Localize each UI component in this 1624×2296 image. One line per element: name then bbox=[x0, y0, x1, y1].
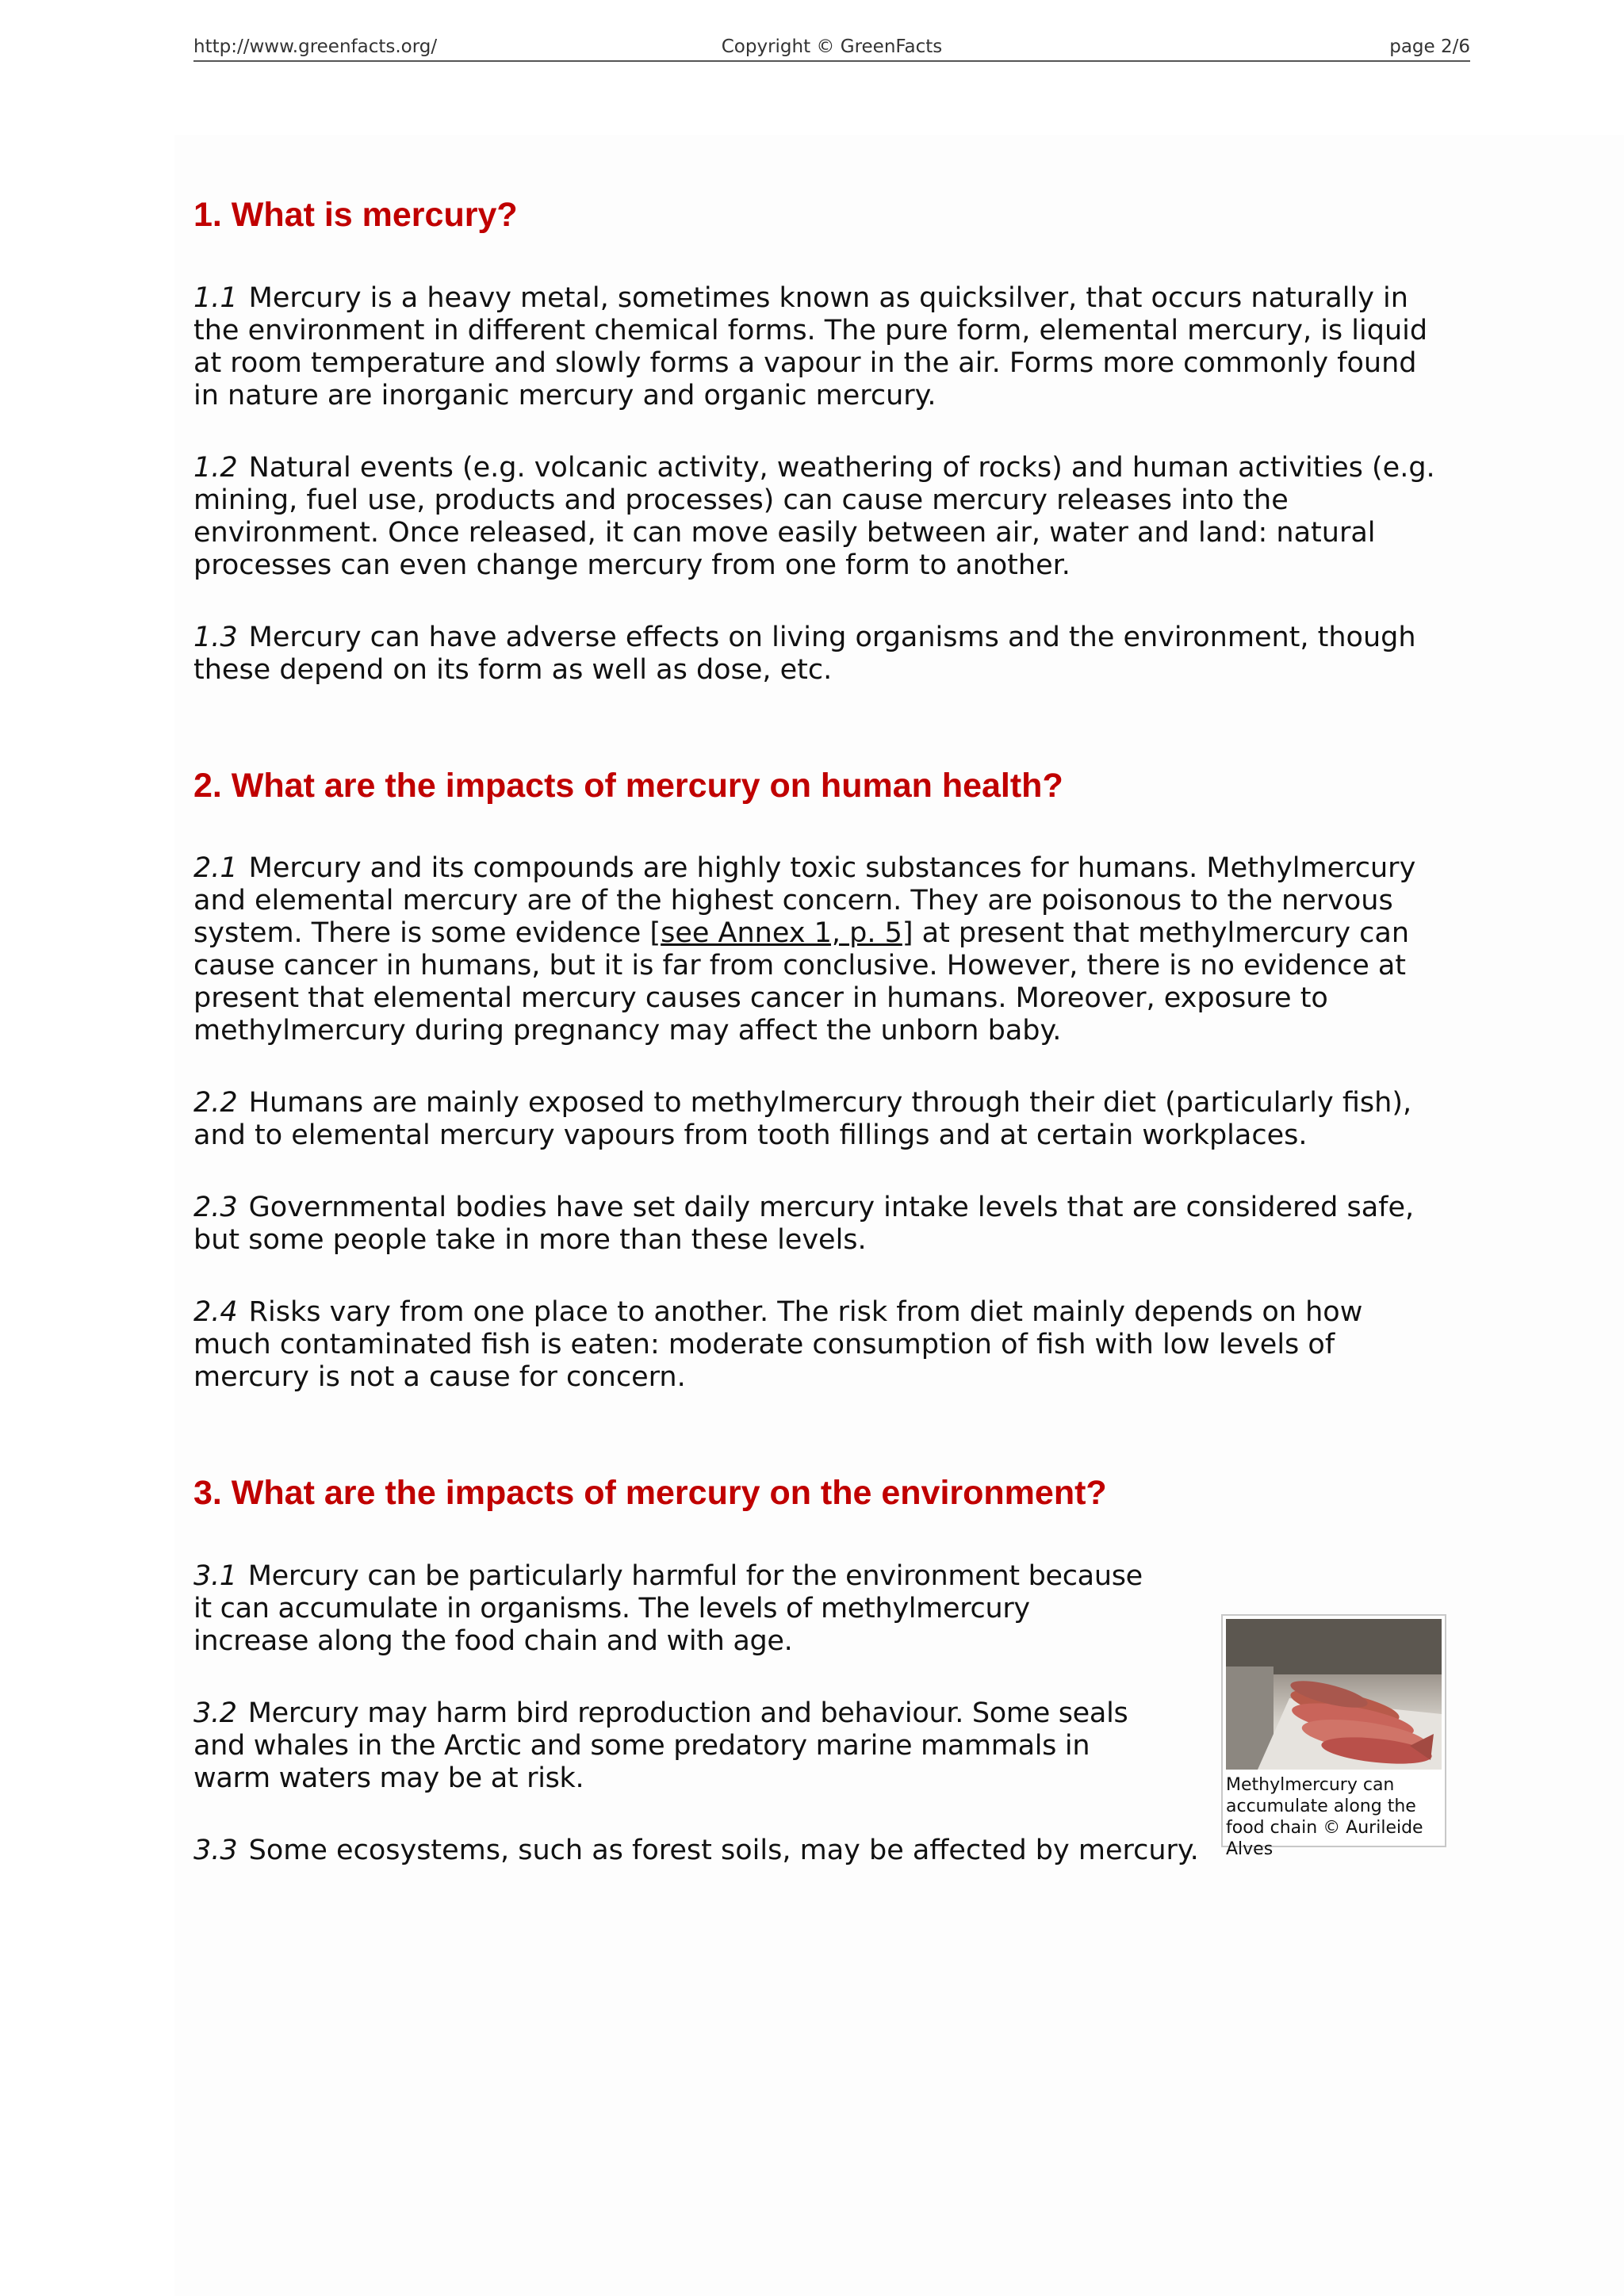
paragraph-text-continued: ] at present that methylmercury can cause cancer in humans, but it is far from conclusive. However, there is no evidence at present that elemental mercury causes cancer in humans. Moreover, exposure to methylmercury during pregnancy may affect the unborn baby. bbox=[193, 917, 1410, 1047]
header-page-number: page 2/6 bbox=[1389, 36, 1470, 57]
paragraph-2-3 bbox=[193, 1192, 1446, 1257]
paragraph-number: 2.4 bbox=[193, 1296, 238, 1329]
section-heading: 3. What are the impacts of mercury on the environment? bbox=[193, 1474, 1107, 1513]
fish-photo bbox=[1226, 1619, 1442, 1770]
paragraph-text: Some ecosystems, such as forest soils, may be affected by mercury. bbox=[248, 1834, 1199, 1866]
header-url[interactable]: http://www.greenfacts.org/ bbox=[193, 36, 438, 57]
paragraph-3-2 bbox=[193, 1697, 1145, 1795]
paragraph-text: Risks vary from one place to another. The risk from diet mainly depends on how much contaminated fish is eaten: moderate consumption of fish with low levels of mercury is not a cause for concern. bbox=[193, 1296, 1363, 1394]
paragraph-number: 1.1 bbox=[193, 281, 238, 314]
paragraph-number: 2.3 bbox=[193, 1192, 238, 1224]
paragraph-3-1 bbox=[193, 1560, 1145, 1658]
paragraph-2-4 bbox=[193, 1296, 1446, 1394]
fish-illustration bbox=[1226, 1619, 1442, 1770]
paragraph-number: 1.3 bbox=[193, 621, 238, 653]
paragraph-text: Natural events (e.g. volcanic activity, weathering of rocks) and human activities (e.g. mining, fuel use, products and processes) can cause mercury releases into the environment. Once released, it can move easily between air, water and land: natural processes can even change mercury from one form to another. bbox=[193, 451, 1435, 581]
paragraph-1-3 bbox=[193, 622, 1446, 687]
page-header bbox=[193, 35, 1470, 62]
paragraph-2-2 bbox=[193, 1087, 1446, 1152]
paragraph-number: 2.2 bbox=[193, 1087, 238, 1119]
document-body bbox=[193, 195, 1446, 1907]
section-what-is-mercury bbox=[193, 195, 1446, 687]
paragraph-number: 3.3 bbox=[193, 1834, 238, 1866]
paragraph-number: 3.2 bbox=[193, 1697, 237, 1729]
paragraph-number: 3.1 bbox=[193, 1559, 237, 1592]
annex-link[interactable]: see Annex 1, p. 5 bbox=[661, 917, 902, 950]
figure-caption: Methylmercury can accumulate along the food chain © Aurileide Alves bbox=[1226, 1775, 1423, 1860]
fish-figure bbox=[1221, 1614, 1446, 1860]
paragraph-2-1 bbox=[193, 852, 1446, 1047]
section-environment bbox=[193, 1473, 1446, 1867]
section-heading: 2. What are the impacts of mercury on human health? bbox=[193, 766, 1063, 805]
paragraph-1-1 bbox=[193, 282, 1446, 412]
paragraph-text: Mercury may harm bird reproduction and behaviour. Some seals and whales in the Arctic and some predatory marine mammals in warm waters may be at risk. bbox=[193, 1697, 1128, 1794]
paragraph-text: Mercury is a heavy metal, sometimes known as quicksilver, that occurs naturally in the environment in different chemical forms. The pure form, elemental mercury, is liquid at room temperature and slowly forms a vapour in the air. Forms more commonly found in nature are inorganic mercury and organic mercury. bbox=[193, 281, 1428, 411]
paragraph-text: Governmental bodies have set daily mercury intake levels that are considered safe, but some people take in more than these levels. bbox=[193, 1192, 1415, 1257]
paragraph-text: Mercury and its compounds are highly toxic substances for humans. Methylmercury and elemental mercury are of the highest concern. They are poisonous to the nervous system. There is some evidence [ bbox=[193, 852, 1416, 950]
paragraph-text: Humans are mainly exposed to methylmercury through their diet (particularly fish), and to elemental mercury vapours from tooth fillings and at certain workplaces. bbox=[193, 1087, 1412, 1152]
header-copyright: Copyright © GreenFacts bbox=[721, 36, 943, 57]
section-heading: 1. What is mercury? bbox=[193, 196, 518, 234]
paragraph-number: 2.1 bbox=[193, 852, 238, 885]
paragraph-number: 1.2 bbox=[193, 451, 238, 484]
paragraph-1-2 bbox=[193, 452, 1446, 582]
paragraph-text: Mercury can be particularly harmful for the environment because it can accumulate in organisms. The levels of methylmercury increase along the food chain and with age. bbox=[193, 1559, 1143, 1657]
paragraph-text: Mercury can have adverse effects on living organisms and the environment, though these depend on its form as well as dose, etc. bbox=[193, 621, 1416, 686]
section-human-health bbox=[193, 766, 1446, 1395]
